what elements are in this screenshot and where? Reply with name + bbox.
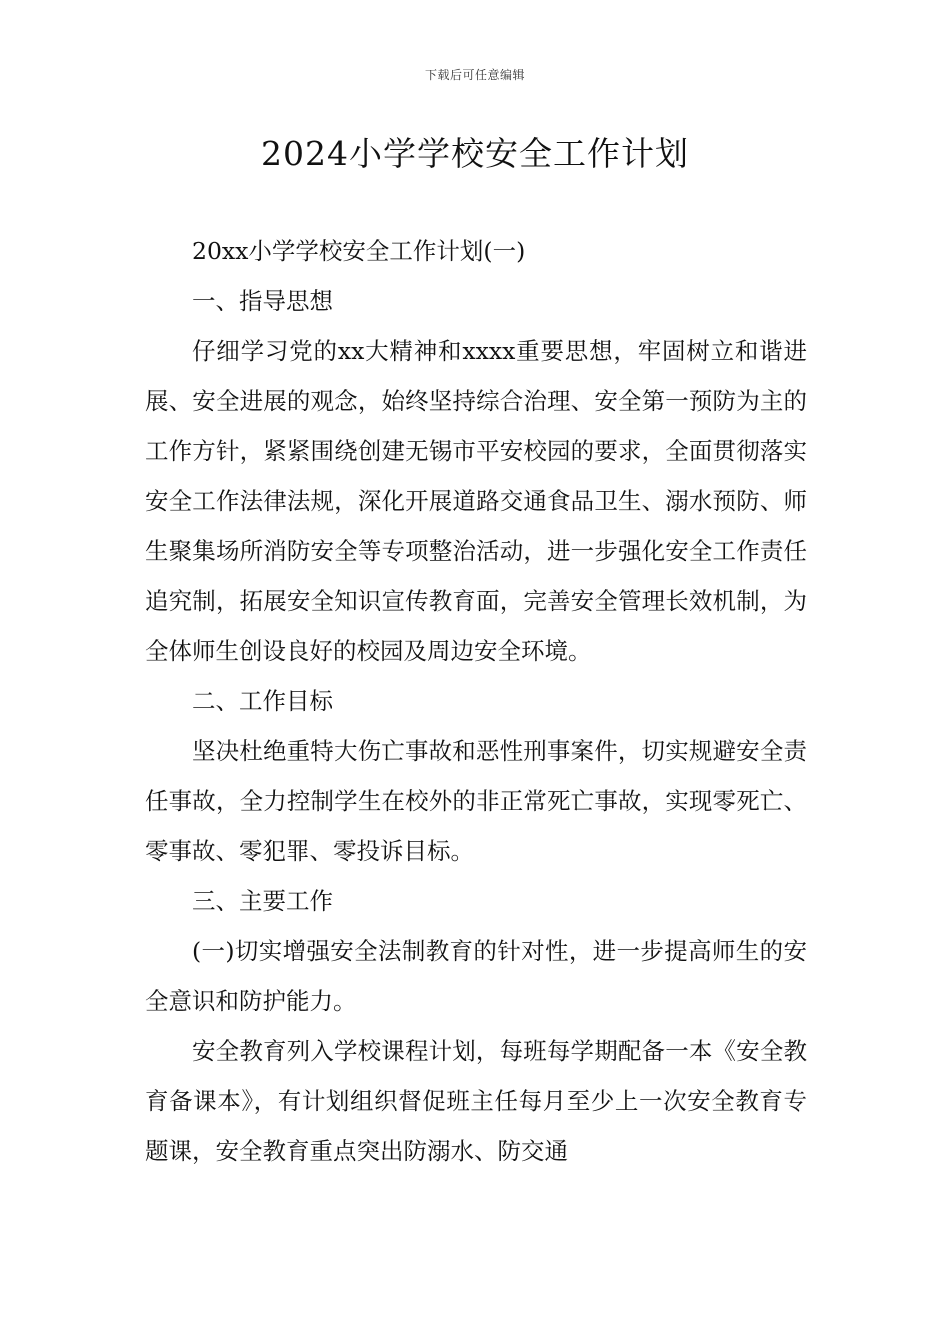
paragraph-subtitle: 20xx小学学校安全工作计划(一) (192, 237, 526, 265)
paragraph-heading-3: 三、主要工作 (192, 887, 333, 915)
document-body (145, 226, 807, 1176)
paragraph-heading-1: 一、指导思想 (192, 287, 333, 315)
header-note: 下载后可任意编辑 (424, 68, 525, 82)
paragraph-heading-2: 二、工作目标 (192, 687, 333, 715)
paragraph-main-work-1: (一)切实增强安全法制教育的针对性，进一步提高师生的安全意识和防护能力。 (145, 937, 807, 1015)
paragraph-work-goals: 坚决杜绝重特大伤亡事故和恶性刑事案件，切实规避安全责任事故，全力控制学生在校外的非正常死亡事故，实现零死亡、零事故、零犯罪、零投诉目标。 (145, 737, 807, 865)
paragraph-safety-education: 安全教育列入学校课程计划，每班每学期配备一本《安全教育备课本》，有计划组织督促班主任每月至少上一次安全教育专题课，安全教育重点突出防溺水、防交通 (145, 1037, 807, 1165)
paragraph-guiding-ideology: 仔细学习党的xx大精神和xxxx重要思想，牢固树立和谐进展、安全进展的观念，始终坚持综合治理、安全第一预防为主的工作方针，紧紧围绕创建无锡市平安校园的要求，全面贯彻落实安全工作法律法规，深化开展道路交通食品卫生、溺水预防、师生聚集场所消防安全等专项整治活动，进一步强化安全工作责任追究制，拓展安全知识宣传教育面，完善安全管理长效机制，为全体师生创设良好的校园及周边安全环境。 (145, 337, 807, 665)
document-title: 2024小学学校安全工作计划 (261, 134, 689, 173)
